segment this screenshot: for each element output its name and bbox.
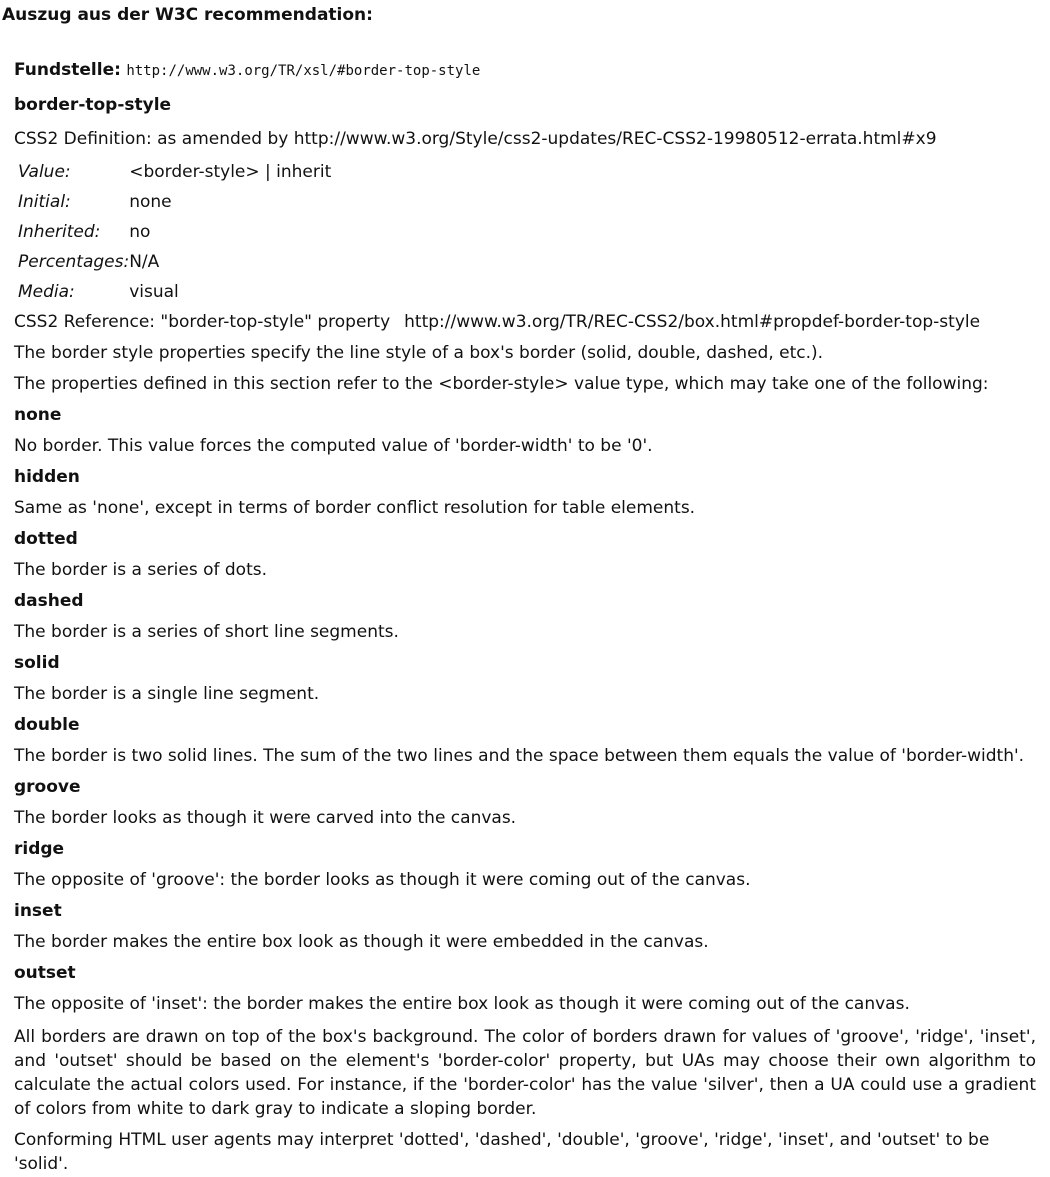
source-line bbox=[14, 58, 1036, 83]
css2-reference bbox=[14, 310, 1036, 334]
css2-definition: CSS2 Definition: as amended by http://www.w3.org/Style/css2-updates/REC-CSS2-19980512-errata.html#x9 bbox=[14, 129, 937, 149]
property-key: Media: bbox=[18, 282, 75, 302]
value-desc-inset: The border makes the entire box look as though it were embedded in the canvas. bbox=[14, 932, 709, 952]
property-row-value bbox=[18, 160, 331, 190]
closing-paragraph-1: All borders are drawn on top of the box's background. The color of borders drawn for values of 'groove', 'ridge', 'inset', and 'outset' should be based on the element's 'border-color' property, but UAs may choose their own algorithm to calculate the actual colors used. For instance, if the 'border-color' has the value 'silver', then a UA could use a gradient of colors from white to dark gray to indicate a sloping border. bbox=[14, 1027, 1036, 1119]
property-name: border-top-style bbox=[14, 95, 172, 115]
value-term-ridge: ridge bbox=[14, 839, 65, 859]
source-label: Fundstelle: bbox=[14, 60, 121, 80]
value-desc-groove: The border looks as though it were carved into the canvas. bbox=[14, 808, 517, 828]
page-heading: Auszug aus der W3C recommendation: bbox=[2, 5, 373, 25]
property-value: <border-style> | inherit bbox=[129, 162, 332, 182]
value-desc-outset: The opposite of 'inset': the border makes the entire box look as though it were coming out of the canvas. bbox=[14, 994, 910, 1014]
value-desc-dashed: The border is a series of short line segments. bbox=[14, 622, 399, 642]
value-desc-dotted: The border is a series of dots. bbox=[14, 560, 268, 580]
document-body bbox=[14, 58, 1036, 1176]
property-row-initial bbox=[18, 190, 331, 220]
value-desc-solid: The border is a single line segment. bbox=[14, 684, 320, 704]
property-value: visual bbox=[129, 282, 179, 302]
property-row-percentages bbox=[18, 250, 331, 280]
value-term-groove: groove bbox=[14, 777, 81, 797]
css2-reference-url: http://www.w3.org/TR/REC-CSS2/box.html#propdef-border-top-style bbox=[404, 312, 981, 332]
value-desc-hidden: Same as 'none', except in terms of border conflict resolution for table elements. bbox=[14, 498, 696, 518]
css2-reference-label: CSS2 Reference: "border-top-style" property bbox=[14, 312, 391, 332]
value-term-dashed: dashed bbox=[14, 591, 84, 611]
intro-paragraph-1: The border style properties specify the line style of a box's border (solid, double, dashed, etc.). bbox=[14, 343, 824, 363]
intro-paragraph-2: The properties defined in this section refer to the <border-style> value type, which may take one of the following: bbox=[14, 374, 989, 394]
property-key: Value: bbox=[18, 162, 71, 182]
property-table bbox=[18, 160, 331, 310]
value-term-outset: outset bbox=[14, 963, 76, 983]
value-desc-none: No border. This value forces the computed value of 'border-width' to be '0'. bbox=[14, 436, 653, 456]
property-row-media bbox=[18, 280, 331, 310]
closing-paragraph-2: Conforming HTML user agents may interpret 'dotted', 'dashed', 'double', 'groove', 'ridge', 'inset', and 'outset' to be 'solid'. bbox=[14, 1130, 990, 1174]
value-term-dotted: dotted bbox=[14, 529, 78, 549]
property-key: Inherited: bbox=[18, 222, 101, 242]
source-url: http://www.w3.org/TR/xsl/#border-top-style bbox=[126, 63, 481, 79]
property-key: Initial: bbox=[18, 192, 71, 212]
property-value: none bbox=[129, 192, 172, 212]
property-value: N/A bbox=[129, 252, 160, 272]
value-desc-double: The border is two solid lines. The sum of the two lines and the space between them equals the value of 'border-width'. bbox=[14, 746, 1025, 766]
property-value: no bbox=[129, 222, 151, 242]
value-term-none: none bbox=[14, 405, 62, 425]
value-desc-ridge: The opposite of 'groove': the border looks as though it were coming out of the canvas. bbox=[14, 870, 751, 890]
value-term-double: double bbox=[14, 715, 80, 735]
value-term-hidden: hidden bbox=[14, 467, 80, 487]
value-term-solid: solid bbox=[14, 653, 60, 673]
value-list bbox=[14, 403, 1036, 1016]
property-row-inherited bbox=[18, 220, 331, 250]
property-key: Percentages: bbox=[18, 252, 130, 272]
value-term-inset: inset bbox=[14, 901, 62, 921]
